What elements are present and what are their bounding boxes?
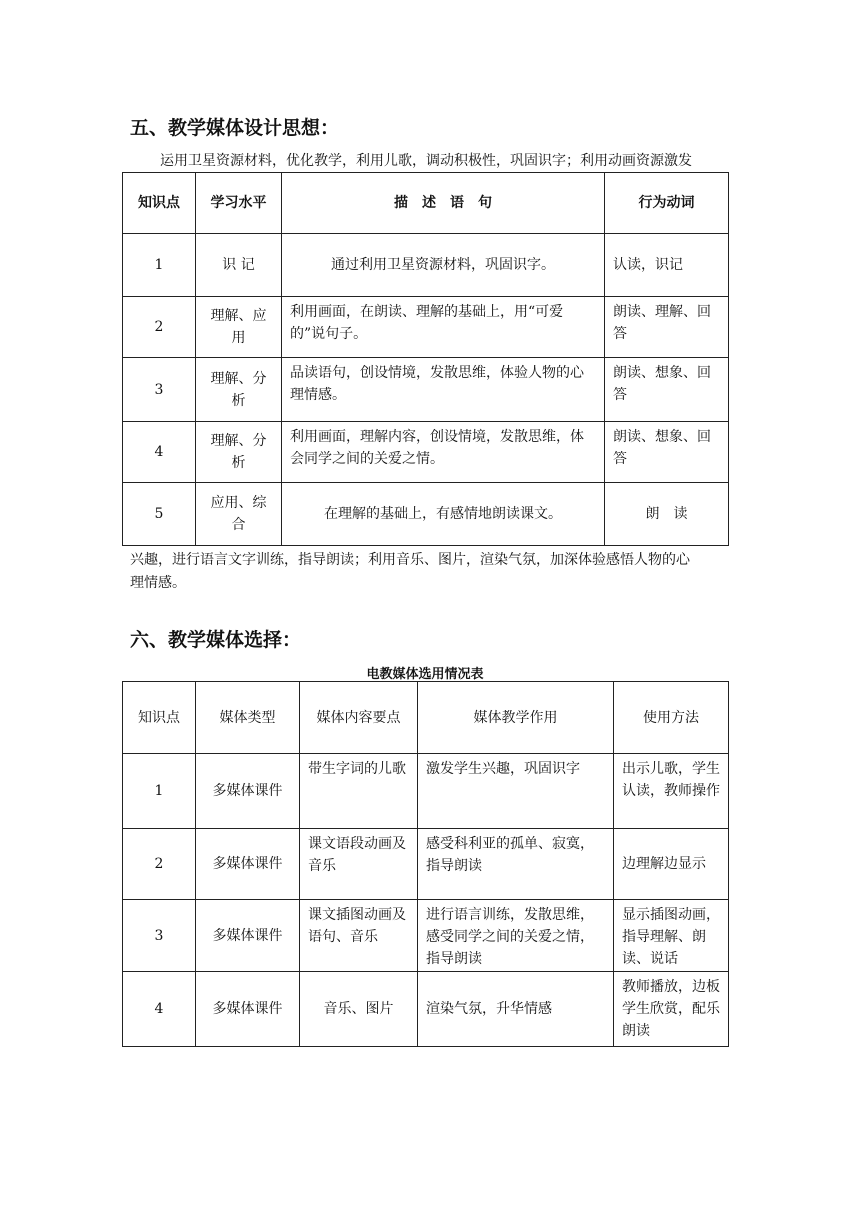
- section5-paragraph-line1: 运用卫星资源材料，优化教学，利用儿歌，调动积极性，巩固识字；利用动画资源激发: [160, 153, 692, 169]
- cell-media-content: 课文语段动画及音乐: [300, 829, 418, 900]
- header-media-type: 媒体类型: [196, 682, 300, 754]
- table-row: [123, 972, 729, 1047]
- cell-level: 应用、综合: [196, 483, 282, 546]
- cell-description: 利用画面，理解内容，创设情境，发散思维，体会同学之间的关爱之情。: [282, 422, 605, 483]
- cell-media-content: 带生字词的儿歌: [300, 754, 418, 829]
- cell-description: 利用画面，在朗读、理解的基础上，用“可爱的”说句子。: [282, 297, 605, 358]
- cell-media-type: 多媒体课件: [196, 829, 300, 900]
- cell-number: 3: [123, 358, 196, 422]
- section5-heading: 五、教学媒体设计思想：: [130, 117, 340, 139]
- cell-media-role: 感受科利亚的孤单、寂寞，指导朗读: [418, 829, 614, 900]
- cell-number: 5: [123, 483, 196, 546]
- cell-media-role: 进行语言训练，发散思维，感受同学之间的关爱之情，指导朗读: [418, 900, 614, 972]
- table-row: [123, 358, 729, 422]
- cell-usage-method: 显示插图动画，指导理解、朗读、说话: [614, 900, 729, 972]
- cell-media-content: 课文插图动画及语句、音乐: [300, 900, 418, 972]
- header-action-verb: 行为动词: [605, 173, 729, 234]
- table-row: [123, 829, 729, 900]
- cell-usage-method: 边理解边显示: [614, 829, 729, 900]
- cell-media-type: 多媒体课件: [196, 754, 300, 829]
- header-learning-level: 学习水平: [196, 173, 282, 234]
- section5-paragraph-line3: 理情感。: [130, 575, 186, 591]
- cell-number: 3: [123, 900, 196, 972]
- cell-description: 品读语句，创设情境，发散思维，体验人物的心理情感。: [282, 358, 605, 422]
- cell-number: 4: [123, 972, 196, 1047]
- section5-paragraph-line2: 兴趣，进行语言文字训练，指导朗读；利用音乐、图片，渲染气氛，加深体验感悟人物的心: [130, 552, 690, 568]
- header-knowledge-point: 知识点: [123, 173, 196, 234]
- header-media-role: 媒体教学作用: [418, 682, 614, 754]
- cell-number: 4: [123, 422, 196, 483]
- cell-verb: 朗读、理解、回答: [605, 297, 729, 358]
- header-knowledge-point: 知识点: [123, 682, 196, 754]
- cell-verb: 认读，识记: [605, 234, 729, 297]
- cell-level: 理解、分析: [196, 358, 282, 422]
- cell-media-type: 多媒体课件: [196, 972, 300, 1047]
- cell-level: 识 记: [196, 234, 282, 297]
- cell-level: 理解、分析: [196, 422, 282, 483]
- table-caption: 电教媒体选用情况表: [366, 667, 484, 682]
- cell-media-role: 激发学生兴趣，巩固识字: [418, 754, 614, 829]
- header-media-content: 媒体内容要点: [300, 682, 418, 754]
- cell-media-role: 渲染气氛，升华情感: [418, 972, 614, 1047]
- table-row: [123, 900, 729, 972]
- cell-usage-method: 出示儿歌，学生认读，教师操作: [614, 754, 729, 829]
- section6-heading: 六、教学媒体选择：: [130, 629, 302, 651]
- table-header-row: [123, 682, 729, 754]
- cell-number: 2: [123, 297, 196, 358]
- cell-verb: 朗读、想象、回答: [605, 358, 729, 422]
- cell-description: 在理解的基础上，有感情地朗读课文。: [282, 483, 605, 546]
- table-row: [123, 754, 729, 829]
- cell-verb: 朗读、想象、回答: [605, 422, 729, 483]
- table-row: [123, 422, 729, 483]
- table-row: [123, 483, 729, 546]
- cell-media-type: 多媒体课件: [196, 900, 300, 972]
- table-row: [123, 234, 729, 297]
- header-usage-method: 使用方法: [614, 682, 729, 754]
- cell-number: 1: [123, 234, 196, 297]
- cell-number: 2: [123, 829, 196, 900]
- cell-description: 通过利用卫星资源材料，巩固识字。: [282, 234, 605, 297]
- cell-level: 理解、应用: [196, 297, 282, 358]
- table-header-row: [123, 173, 729, 234]
- cell-number: 1: [123, 754, 196, 829]
- header-description: 描 述 语 句: [282, 173, 605, 234]
- cell-usage-method: 教师播放，边板学生欣赏，配乐朗读: [614, 972, 729, 1047]
- cell-media-content: 音乐、图片: [300, 972, 418, 1047]
- media-selection-table: [122, 681, 729, 1047]
- table-row: [123, 297, 729, 358]
- cell-verb: 朗 读: [605, 483, 729, 546]
- learning-objectives-table: [122, 172, 729, 546]
